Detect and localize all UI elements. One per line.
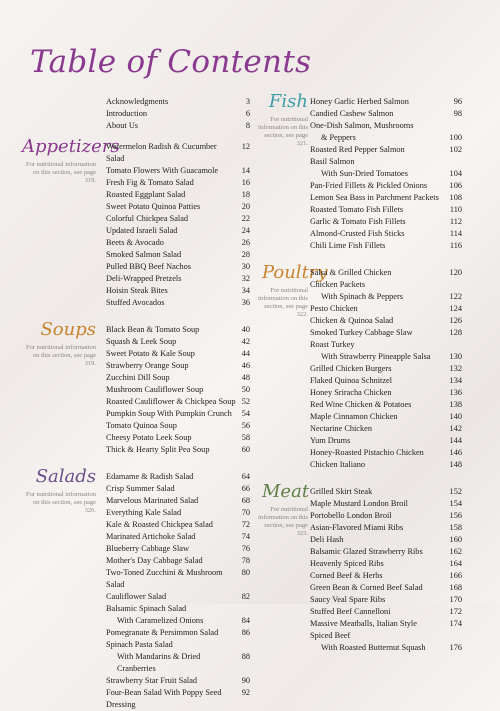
toc-entry[interactable] [310, 108, 462, 120]
toc-entry-title: Colorful Chickpea Salad [106, 214, 189, 223]
toc-entry-title: Roasted Tomato Fish Fillets [310, 205, 404, 214]
toc-entry-page: 130 [449, 352, 462, 361]
toc-entry[interactable] [106, 687, 250, 711]
toc-entry-page: 140 [449, 412, 462, 421]
toc-entry-title: Spiced Beef [310, 631, 351, 640]
toc-entry-title: Saucy Veal Spare Ribs [310, 595, 386, 604]
toc-entry-page: 22 [241, 214, 250, 223]
toc-entry[interactable] [310, 303, 462, 315]
toc-entry[interactable] [106, 627, 250, 639]
toc-entry[interactable] [310, 498, 462, 510]
toc-entry-title: Squash & Leek Soup [106, 337, 177, 346]
toc-entry-page: 12 [241, 142, 250, 151]
toc-entry-page: 152 [449, 487, 462, 496]
toc-entry[interactable] [106, 543, 250, 555]
toc-entry-title: About Us [106, 121, 139, 130]
toc-entry-page: 64 [241, 472, 250, 481]
toc-entry-title: Tomato Quinoa Soup [106, 421, 177, 430]
nutrition-note-meat: For nutritional information on this section, see page 323. [258, 506, 308, 537]
front-matter [22, 96, 250, 132]
toc-entry-title: Updated Israeli Salad [106, 226, 178, 235]
soups-list [106, 324, 250, 456]
toc-entry-title: Roasted Eggplant Salad [106, 190, 186, 199]
toc-entry-page: 172 [449, 607, 462, 616]
toc-entry-title: Chicken & Quinoa Salad [310, 316, 394, 325]
toc-entry-title: Acknowledgments [106, 97, 169, 106]
toc-entry-title: Maple Mustard London Broil [310, 499, 408, 508]
toc-entry[interactable] [106, 444, 250, 456]
toc-entry-title: Sweet Potato & Kale Soup [106, 349, 195, 358]
toc-entry-page: 32 [241, 274, 250, 283]
toc-entry-title: Pesto Chicken [310, 304, 358, 313]
toc-entry-title: Everything Kale Salad [106, 508, 182, 517]
toc-entry-page: 116 [449, 241, 462, 250]
toc-entry[interactable] [106, 531, 250, 543]
toc-entry-title: Grilled Skirt Steak [310, 487, 373, 496]
toc-entry-title: Cheesy Potato Leek Soup [106, 433, 192, 442]
toc-entry-title: Pan-Fried Fillets & Pickled Onions [310, 181, 428, 190]
toc-entry[interactable] [106, 567, 250, 591]
toc-entry-title: Black Bean & Tomato Soup [106, 325, 200, 334]
front-matter-list [106, 96, 250, 132]
toc-entry[interactable] [310, 267, 462, 279]
toc-entry[interactable] [106, 639, 250, 675]
toc-entry-page: 122 [449, 292, 462, 301]
toc-entry-page: 16 [241, 178, 250, 187]
toc-entry-subtitle: With Spinach & Peppers [321, 292, 403, 301]
toc-entry-page: 50 [241, 385, 250, 394]
toc-entry-title: Heavenly Spiced Ribs [310, 559, 384, 568]
toc-entry[interactable] [310, 216, 462, 228]
toc-entry-title: Garlic & Tomato Fish Fillets [310, 217, 406, 226]
toc-entry-page: 54 [241, 409, 250, 418]
toc-entry[interactable] [310, 144, 462, 156]
toc-entry[interactable] [106, 519, 250, 531]
toc-entry-page: 154 [449, 499, 462, 508]
toc-entry-subtitle: With Roasted Butternut Squash [321, 643, 426, 652]
toc-entry-page: 128 [449, 328, 462, 337]
toc-entry[interactable] [310, 558, 462, 570]
toc-entry-page: 66 [241, 484, 250, 493]
toc-entry-title: Roasted Cauliflower & Chickpea Soup [106, 397, 236, 406]
toc-entry-page: 72 [241, 520, 250, 529]
toc-entry[interactable] [310, 387, 462, 399]
nutrition-note-fish: For nutritional information on this section, see page 321. [258, 116, 308, 147]
toc-entry-page: 24 [241, 226, 250, 235]
toc-entry[interactable] [310, 279, 462, 303]
toc-entry[interactable] [310, 630, 462, 654]
toc-entry-page: 134 [449, 376, 462, 385]
toc-entry-title: Balsamic Glazed Strawberry Ribs [310, 547, 423, 556]
toc-entry-title: Portobello London Broil [310, 511, 392, 520]
toc-entry[interactable] [106, 324, 250, 336]
toc-entry-title: Flaked Quinoa Schnitzel [310, 376, 393, 385]
toc-entry-page: 176 [449, 643, 462, 652]
nutrition-note-appetizers: For nutritional information on this section, see page 319. [25, 161, 96, 184]
toc-entry-page: 8 [245, 121, 250, 130]
toc-entry-page: 96 [453, 97, 462, 106]
toc-entry-page: 132 [449, 364, 462, 373]
toc-entry-title: Smoked Salmon Salad [106, 250, 182, 259]
toc-entry-title: Pomegranate & Persimmon Salad [106, 628, 219, 637]
toc-entry-title: Grilled Chicken Burgers [310, 364, 392, 373]
toc-entry-title: Introduction [106, 109, 148, 118]
toc-entry-title: Salsa & Grilled Chicken [310, 268, 392, 277]
toc-entry-title: Green Bean & Corned Beef Salad [310, 583, 423, 592]
toc-entry[interactable] [106, 495, 250, 507]
toc-entry-title: Maple Cinnamon Chicken [310, 412, 398, 421]
toc-entry-title: Mother's Day Cabbage Salad [106, 556, 203, 565]
toc-entry[interactable] [310, 522, 462, 534]
toc-entry-title: Strawberry Star Fruit Salad [106, 676, 198, 685]
toc-entry[interactable] [106, 177, 250, 189]
toc-entry-page: 160 [449, 535, 462, 544]
toc-entry-title: Honey Sriracha Chicken [310, 388, 392, 397]
toc-entry-title: Marinated Artichoke Salad [106, 532, 196, 541]
toc-entry[interactable] [106, 237, 250, 249]
section-soups [22, 319, 250, 456]
left-column [22, 96, 250, 711]
page-title: Table of Contents [30, 44, 312, 80]
toc-entry-page: 82 [241, 592, 250, 601]
toc-entry-title: Yum Drums [310, 436, 351, 445]
toc-entry-page: 70 [241, 508, 250, 517]
toc-entry-title: Tomato Flowers With Guacamole [106, 166, 219, 175]
toc-entry-page: 74 [241, 532, 250, 541]
toc-entry-title: Chili Lime Fish Fillets [310, 241, 386, 250]
toc-entry[interactable] [106, 165, 250, 177]
right-column [258, 91, 462, 654]
toc-entry[interactable] [310, 156, 462, 180]
toc-entry-title: Edamame & Radish Salad [106, 472, 194, 481]
toc-entry[interactable] [310, 606, 462, 618]
toc-entry-title: Asian-Flavored Miami Ribs [310, 523, 404, 532]
toc-entry-page: 40 [241, 325, 250, 334]
toc-entry-title: Chicken Packets [310, 280, 366, 289]
section-heading-fish: Fish [268, 91, 308, 112]
toc-entry-page: 156 [449, 511, 462, 520]
toc-entry-title: Pulled BBQ Beef Nachos [106, 262, 192, 271]
toc-entry-page: 76 [241, 544, 250, 553]
toc-entry-title: Cauliflower Salad [106, 592, 167, 601]
toc-entry-title: Spinach Pasta Salad [106, 640, 173, 649]
toc-entry-page: 60 [241, 445, 250, 454]
toc-entry[interactable] [106, 285, 250, 297]
toc-entry[interactable] [106, 408, 250, 420]
section-heading-salads: Salads [35, 466, 96, 487]
toc-entry-subtitle: With Mandarins & Dried Cranberries [117, 652, 201, 673]
toc-entry[interactable] [106, 675, 250, 687]
toc-entry-page: 170 [449, 595, 462, 604]
toc-entry-page: 52 [241, 397, 250, 406]
section-heading-meat: Meat [262, 481, 310, 502]
toc-entry-title: One-Dish Salmon, Mushrooms [310, 121, 414, 130]
toc-entry-title: Lemon Sea Bass in Parchment Packets [310, 193, 439, 202]
toc-entry-page: 112 [449, 217, 462, 226]
toc-entry-title: Beets & Avocado [106, 238, 164, 247]
toc-entry-page: 174 [449, 619, 462, 628]
toc-entry-title: Roast Turkey [310, 340, 355, 349]
toc-entry-page: 124 [449, 304, 462, 313]
toc-entry-page: 166 [449, 571, 462, 580]
toc-entry-title: Candied Cashew Salmon [310, 109, 394, 118]
toc-entry-title: Marvelous Marinated Salad [106, 496, 199, 505]
toc-entry[interactable] [106, 555, 250, 567]
toc-entry-title: Roasted Red Pepper Salmon [310, 145, 405, 154]
toc-entry[interactable] [106, 273, 250, 285]
toc-entry[interactable] [106, 189, 250, 201]
toc-entry[interactable] [106, 96, 250, 108]
toc-entry[interactable] [310, 510, 462, 522]
toc-entry[interactable] [106, 213, 250, 225]
toc-entry-title: Pumpkin Soup With Pumpkin Crunch [106, 409, 232, 418]
toc-entry-title: Two-Toned Zucchini & Mushroom Salad [106, 568, 223, 589]
toc-entry[interactable] [310, 96, 462, 108]
toc-entry-page: 34 [241, 286, 250, 295]
toc-entry-subtitle: & Peppers [321, 133, 356, 142]
toc-entry-page: 110 [449, 205, 462, 214]
toc-entry-page: 168 [449, 583, 462, 592]
toc-entry[interactable] [106, 249, 250, 261]
toc-entry-page: 92 [241, 688, 250, 697]
toc-entry-page: 44 [241, 349, 250, 358]
toc-entry[interactable] [310, 204, 462, 216]
toc-entry-page: 90 [241, 676, 250, 685]
toc-entry[interactable] [106, 225, 250, 237]
section-poultry [258, 262, 462, 471]
nutrition-note-poultry: For nutritional information on this section, see page 322. [258, 287, 308, 318]
toc-entry[interactable] [310, 546, 462, 558]
toc-entry-page: 78 [241, 556, 250, 565]
toc-entry-title: Red Wine Chicken & Potatoes [310, 400, 412, 409]
toc-entry-title: Crisp Summer Salad [106, 484, 175, 493]
toc-entry[interactable] [106, 336, 250, 348]
section-heading-poultry: Poultry [262, 262, 328, 283]
toc-entry-page: 104 [449, 169, 462, 178]
toc-entry[interactable] [106, 372, 250, 384]
toc-entry[interactable] [310, 120, 462, 144]
toc-entry[interactable] [310, 459, 462, 471]
toc-entry-page: 158 [449, 523, 462, 532]
toc-entry-page: 162 [449, 547, 462, 556]
toc-entry[interactable] [310, 570, 462, 582]
toc-entry-subtitle: With Sun-Dried Tomatoes [321, 169, 408, 178]
toc-entry-page: 86 [241, 628, 250, 637]
toc-entry[interactable] [310, 327, 462, 339]
toc-entry-title: Thick & Hearty Split Pea Soup [106, 445, 210, 454]
toc-entry[interactable] [106, 432, 250, 444]
toc-entry[interactable] [106, 120, 250, 132]
toc-entry-page: 144 [449, 436, 462, 445]
toc-entry-page: 48 [241, 373, 250, 382]
toc-entry-page: 126 [449, 316, 462, 325]
toc-entry[interactable] [106, 384, 250, 396]
toc-entry[interactable] [106, 261, 250, 273]
toc-entry-title: Hoisin Steak Bites [106, 286, 168, 295]
poultry-list [310, 267, 462, 471]
toc-entry-page: 108 [449, 193, 462, 202]
toc-entry-title: Corned Beef & Herbs [310, 571, 383, 580]
toc-entry[interactable] [310, 534, 462, 546]
toc-entry-title: Zucchini Dill Soup [106, 373, 170, 382]
toc-entry-title: Honey Garlic Herbed Salmon [310, 97, 409, 106]
toc-entry[interactable] [106, 201, 250, 213]
nutrition-note-soups: For nutritional information on this section, see page 319. [25, 344, 96, 367]
toc-entry-page: 164 [449, 559, 462, 568]
toc-entry[interactable] [310, 363, 462, 375]
toc-entry-page: 120 [449, 268, 462, 277]
toc-entry-title: Deli-Wrapped Pretzels [106, 274, 182, 283]
toc-entry-page: 20 [241, 202, 250, 211]
toc-entry-title: Stuffed Beef Cannelloni [310, 607, 391, 616]
fish-list [310, 96, 462, 252]
toc-entry[interactable] [310, 423, 462, 435]
toc-entry[interactable] [310, 435, 462, 447]
toc-entry-page: 18 [241, 190, 250, 199]
toc-entry-page: 148 [449, 460, 462, 469]
toc-entry-title: Strawberry Orange Soup [106, 361, 189, 370]
toc-entry[interactable] [106, 471, 250, 483]
toc-entry[interactable] [310, 486, 462, 498]
toc-entry-title: Deli Hash [310, 535, 344, 544]
toc-entry[interactable] [310, 399, 462, 411]
toc-entry-title: Sweet Potato Quinoa Patties [106, 202, 201, 211]
toc-entry-page: 36 [241, 298, 250, 307]
section-meat [258, 481, 462, 654]
toc-entry-title: Four-Bean Salad With Poppy Seed Dressing [106, 688, 222, 709]
toc-entry-title: Basil Salmon [310, 157, 355, 166]
section-salads [22, 466, 250, 711]
toc-entry[interactable] [310, 447, 462, 459]
appetizers-list [106, 141, 250, 309]
toc-entry-title: Massive Meatballs, Italian Style [310, 619, 417, 628]
toc-entry[interactable] [106, 483, 250, 495]
toc-entry-page: 100 [449, 133, 462, 142]
toc-entry-page: 88 [241, 652, 250, 661]
section-appetizers [22, 136, 250, 309]
toc-entry[interactable] [106, 297, 250, 309]
toc-entry-page: 46 [241, 361, 250, 370]
toc-entry-title: Honey-Roasted Pistachio Chicken [310, 448, 424, 457]
toc-entry-page: 142 [449, 424, 462, 433]
toc-entry[interactable] [310, 192, 462, 204]
toc-entry-page: 56 [241, 421, 250, 430]
toc-entry-page: 28 [241, 250, 250, 259]
toc-entry[interactable] [106, 507, 250, 519]
toc-entry-page: 14 [241, 166, 250, 175]
toc-entry-title: Mushroom Cauliflower Soup [106, 385, 204, 394]
toc-entry-page: 84 [241, 616, 250, 625]
toc-entry-page: 68 [241, 496, 250, 505]
toc-entry[interactable] [106, 603, 250, 627]
toc-entry[interactable] [310, 594, 462, 606]
toc-entry-page: 146 [449, 448, 462, 457]
toc-entry-title: Kale & Roasted Chickpea Salad [106, 520, 213, 529]
toc-entry-page: 42 [241, 337, 250, 346]
toc-entry-page: 136 [449, 388, 462, 397]
section-heading-appetizers: Appetizers [22, 136, 120, 157]
toc-entry[interactable] [310, 228, 462, 240]
toc-entry-page: 98 [453, 109, 462, 118]
toc-entry[interactable] [106, 108, 250, 120]
toc-entry-page: 102 [449, 145, 462, 154]
toc-entry-title: Smoked Turkey Cabbage Slaw [310, 328, 413, 337]
toc-entry[interactable] [310, 240, 462, 252]
toc-entry-page: 6 [245, 109, 250, 118]
toc-entry[interactable] [310, 375, 462, 387]
toc-entry[interactable] [106, 141, 250, 165]
toc-entry-subtitle: With Caramelized Onions [117, 616, 204, 625]
toc-entry-subtitle: With Strawberry Pineapple Salsa [321, 352, 431, 361]
toc-entry[interactable] [310, 411, 462, 423]
salads-list [106, 471, 250, 711]
toc-entry-title: Chicken Italiano [310, 460, 366, 469]
toc-entry-title: Balsamic Spinach Salad [106, 604, 187, 613]
meat-list [310, 486, 462, 654]
toc-entry[interactable] [310, 180, 462, 192]
toc-entry-page: 58 [241, 433, 250, 442]
toc-entry[interactable] [310, 582, 462, 594]
toc-entry-page: 26 [241, 238, 250, 247]
toc-entry[interactable] [106, 396, 250, 408]
toc-entry-page: 114 [449, 229, 462, 238]
toc-entry-title: Blueberry Cabbage Slaw [106, 544, 189, 553]
toc-entry[interactable] [106, 591, 250, 603]
toc-entry-title: Fresh Fig & Tomato Salad [106, 178, 194, 187]
toc-entry-title: Stuffed Avocados [106, 298, 165, 307]
toc-entry[interactable] [106, 348, 250, 360]
toc-entry-page: 80 [241, 568, 250, 577]
toc-entry[interactable] [310, 315, 462, 327]
section-heading-soups: Soups [40, 319, 96, 340]
toc-entry-page: 30 [241, 262, 250, 271]
toc-entry-title: Nectarine Chicken [310, 424, 372, 433]
toc-entry[interactable] [106, 360, 250, 372]
section-fish [258, 91, 462, 252]
nutrition-note-salads: For nutritional information on this section, see page 320. [25, 491, 96, 514]
toc-entry-title: Watermelon Radish & Cucumber Salad [106, 142, 217, 163]
toc-entry[interactable] [310, 618, 462, 630]
toc-entry-page: 106 [449, 181, 462, 190]
toc-entry-title: Almond-Crusted Fish Sticks [310, 229, 405, 238]
toc-entry[interactable] [310, 339, 462, 363]
toc-entry[interactable] [106, 420, 250, 432]
toc-entry-page: 3 [245, 97, 250, 106]
toc-entry-page: 138 [449, 400, 462, 409]
